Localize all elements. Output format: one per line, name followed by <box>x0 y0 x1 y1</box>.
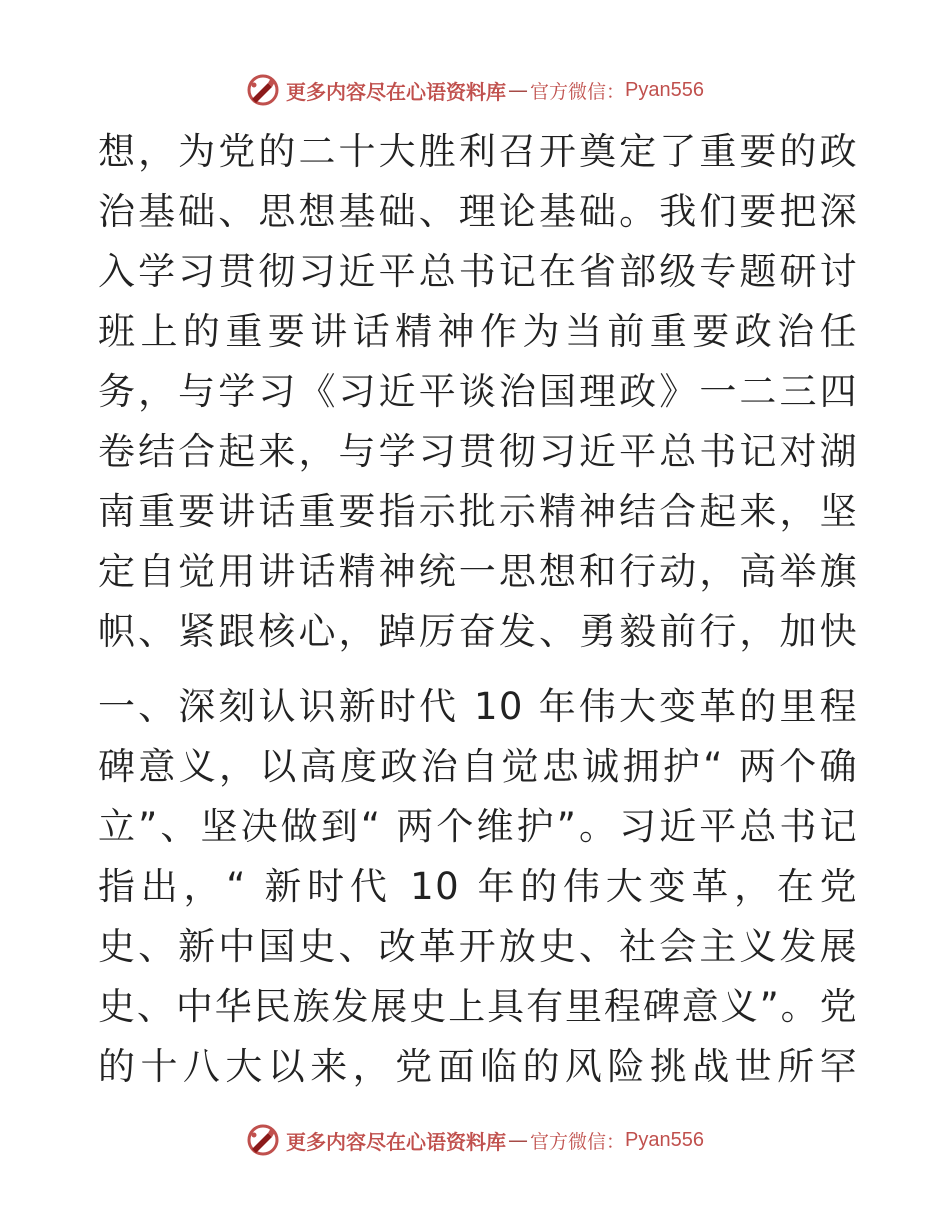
pen-logo-icon <box>246 1123 280 1157</box>
wechat-id: Pyan556 <box>625 78 704 101</box>
footer-banner <box>0 1120 950 1160</box>
body-paragraph-1: 想，为党的二十大胜利召开奠定了重要的政治基础、思想基础、理论基础。我们要把深入学习贯彻习近平总书记在省部级专题研讨班上的重要讲话精神作为当前重要政治任务，与学习《习近平谈治国理政》一二三四卷结合起来，与学习贯彻习近平总书记对湖南重要讲话重要指示批示精神结合起来，坚定自觉用讲话精神统一思想和行动，高举旗帜、紧跟核心，踔厉奋发、勇毅前行，加快 <box>98 130 858 653</box>
wechat-label: 官方微信： <box>530 80 626 103</box>
banner-separator: — <box>508 1128 528 1152</box>
banner-text: 更多内容尽在心语资料库 <box>286 79 506 104</box>
document-body <box>98 122 858 1097</box>
banner-separator: — <box>508 78 528 102</box>
wechat-id: Pyan556 <box>625 1128 704 1151</box>
wechat-label: 官方微信： <box>530 1130 626 1153</box>
header-banner <box>0 70 950 110</box>
pen-logo-icon <box>246 73 280 107</box>
banner-text: 更多内容尽在心语资料库 <box>286 1129 506 1154</box>
body-paragraph-2: 一、深刻认识新时代 10 年伟大变革的里程碑意义，以高度政治自觉忠诚拥护“ 两个确立”、坚决做到“ 两个维护”。习近平总书记指出，“ 新时代 10 年的伟大变革，在党史、新中国史、改革开放史、社会主义发展史、中华民族发展史上具有里程碑意义”。党的十八大以来，党面临的风险挑战世所罕 <box>98 685 858 1088</box>
